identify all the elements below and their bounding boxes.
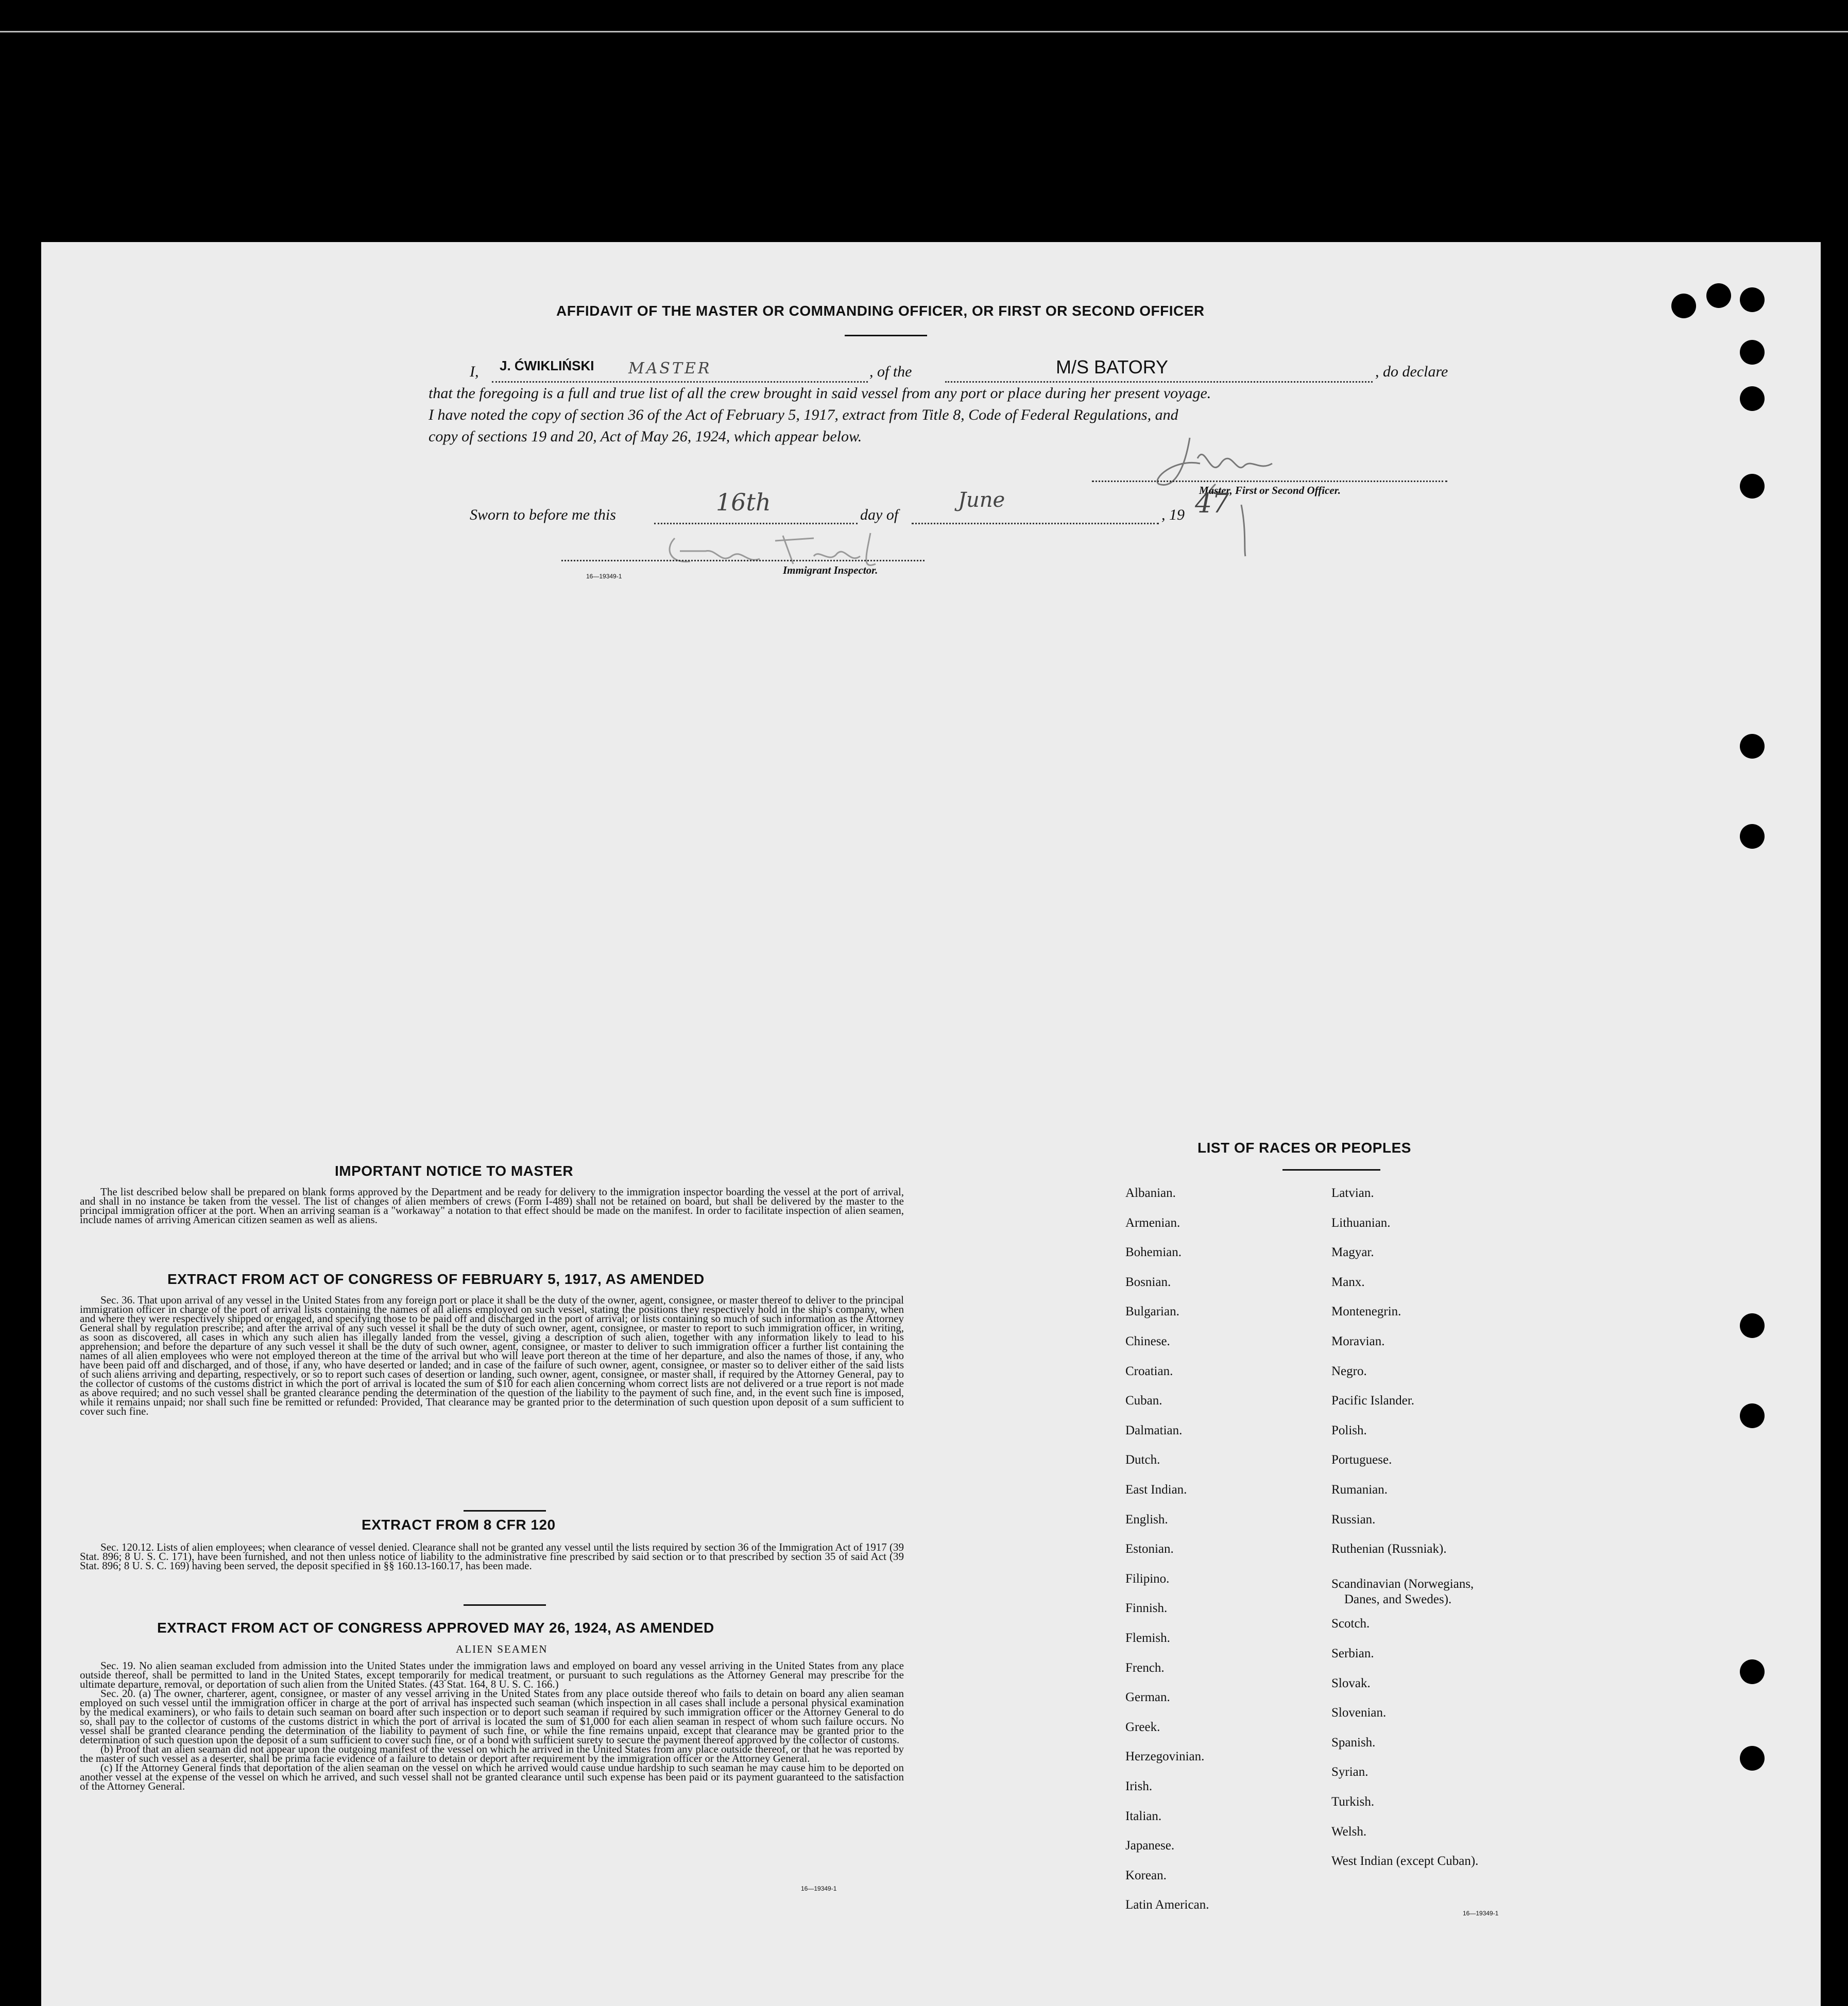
punch-hole xyxy=(1740,287,1765,312)
race-item: Scandinavian (Norwegians, xyxy=(1331,1576,1474,1591)
race-item: Serbian. xyxy=(1331,1647,1374,1660)
scan-top-line xyxy=(0,31,1848,32)
of-the: , of the xyxy=(869,363,912,380)
race-item: Danes, and Swedes). xyxy=(1344,1592,1452,1606)
race-item: Turkish. xyxy=(1331,1795,1375,1809)
punch-hole xyxy=(1671,294,1696,318)
sworn-month: June xyxy=(958,488,1005,512)
race-item: Finnish. xyxy=(1125,1601,1168,1616)
affidavit-title: AFFIDAVIT OF THE MASTER OR COMMANDING OFFICER, OR FIRST OR SECOND OFFICER xyxy=(556,303,1205,319)
sworn-day: 16th xyxy=(716,488,771,516)
inspector-signature-line xyxy=(561,560,925,561)
race-item: Manx. xyxy=(1331,1275,1365,1289)
race-item: Spanish. xyxy=(1331,1735,1376,1750)
extract-1917-title: EXTRACT FROM ACT OF CONGRESS OF FEBRUARY 5, 1917, AS AMENDED xyxy=(167,1271,705,1287)
race-item: Polish. xyxy=(1331,1423,1367,1437)
officer-name-line xyxy=(492,381,868,383)
officer-caption: Master, First or Second Officer. xyxy=(1199,484,1341,496)
race-item: Flemish. xyxy=(1125,1631,1170,1645)
punch-hole xyxy=(1740,1746,1765,1771)
punch-hole xyxy=(1740,1403,1765,1428)
race-item: Korean. xyxy=(1125,1868,1167,1882)
races-title: LIST OF RACES OR PEOPLES xyxy=(1197,1140,1411,1156)
race-item: Cuban. xyxy=(1125,1394,1162,1408)
extract-form-number: 16—19349-1 xyxy=(801,1885,837,1892)
race-item: Latvian. xyxy=(1331,1186,1374,1200)
race-item: Albanian. xyxy=(1125,1186,1176,1200)
sec20c-paragraph: (c) If the Attorney General finds that deportation of the alien seaman on the vessel on which he arrived would cause undue hardship to such seaman he may cause him to be deported on another vessel at the expense of the vessel on which he arrived, and such vessel shall not be granted clearance until such expense has been paid or its payment guaranteed to the satisfaction of the Attorney General. xyxy=(80,1761,904,1792)
race-item: Slovak. xyxy=(1331,1676,1371,1690)
race-item: Chinese. xyxy=(1125,1334,1170,1348)
extract-cfr-rule xyxy=(464,1604,546,1606)
race-item: Magyar. xyxy=(1331,1245,1374,1260)
race-item: Welsh. xyxy=(1331,1824,1367,1839)
punch-hole xyxy=(1740,474,1765,499)
race-item: Dalmatian. xyxy=(1125,1423,1183,1437)
punch-hole xyxy=(1740,386,1765,411)
race-item: Japanese. xyxy=(1125,1839,1175,1853)
race-item: Scotch. xyxy=(1331,1617,1370,1631)
sec20b-paragraph: (b) Proof that an alien seaman did not appear upon the outgoing manifest of the vessel on which he arrived in the United States from any place outside thereof, or that he was reported by the master of such vessel as a deserter, shall be prima facie evidence of a failure to detain or deport after requirement by the immigration officer or the Attorney General. xyxy=(80,1743,904,1764)
officer-name: J. ĆWIKLIŃSKI xyxy=(500,358,594,373)
alien-seamen-subtitle: ALIEN SEAMEN xyxy=(456,1643,548,1655)
punch-hole xyxy=(1740,1313,1765,1338)
officer-signature-line xyxy=(1092,481,1447,482)
race-item: Ruthenian (Russniak). xyxy=(1331,1542,1447,1556)
races-title-rule xyxy=(1282,1169,1380,1171)
race-item: Estonian. xyxy=(1125,1542,1174,1556)
statement-line-3: copy of sections 19 and 20, Act of May 26, 1924, which appear below. xyxy=(429,428,862,445)
officer-rank: MASTER xyxy=(628,359,712,378)
punch-hole xyxy=(1706,283,1731,308)
month-line xyxy=(912,523,1159,524)
race-item: German. xyxy=(1125,1690,1170,1705)
vessel-line xyxy=(945,381,1373,383)
race-item: Slovenian. xyxy=(1331,1706,1387,1720)
race-item: Pacific Islander. xyxy=(1331,1394,1415,1408)
race-item: Bohemian. xyxy=(1125,1245,1182,1260)
do-declare: , do declare xyxy=(1375,363,1448,380)
race-item: Syrian. xyxy=(1331,1765,1368,1779)
extract-1917-rule xyxy=(464,1510,546,1512)
race-item: Armenian. xyxy=(1125,1215,1180,1230)
vessel-name: M/S BATORY xyxy=(1056,356,1169,378)
race-item: Portuguese. xyxy=(1331,1453,1392,1467)
race-item: Croatian. xyxy=(1125,1364,1173,1378)
punch-hole xyxy=(1740,824,1765,849)
race-item: East Indian. xyxy=(1125,1483,1187,1497)
sec20a-paragraph: Sec. 20. (a) The owner, charterer, agent, consignee, or master of any vessel arriving in the United States from any place outside thereof who fails to detain on board any alien seaman employed on such vessel until the immigration officer in charge at the port of arrival has inspected such seaman (which inspection in all cases shall include a personal physical examination by the medical examiners), or who fails to detain such seaman on board after such inspection or to deport such seaman if required by such immigration officer or the Attorney General to do so, shall pay to the collector of customs of the customs district in which the port of arrival is located the sum of $1,000 for each alien seaman in respect of whom such failure occurs. No vessel shall be granted clearance pending the determination of the liability to payment of such fine, or while the fine remains unpaid, except that clearance may be granted prior to the determination of such question upon the deposit of a sum sufficient to cover such fine, or of a bond with sufficient surety to secure the payment thereof approved by the collector of customs. xyxy=(80,1687,904,1746)
punch-hole xyxy=(1740,734,1765,759)
notice-title: IMPORTANT NOTICE TO MASTER xyxy=(335,1163,574,1179)
extract-1917-text xyxy=(80,1295,904,1416)
extract-cfr-text xyxy=(80,1542,904,1570)
day-of: day of xyxy=(860,506,899,523)
race-item: Latin American. xyxy=(1125,1898,1209,1912)
inspector-caption: Immigrant Inspector. xyxy=(783,564,878,576)
sec120-paragraph: Sec. 120.12. Lists of alien employees; when clearance of vessel denied. Clearance shall not be granted any vessel until the lists required by section 36 of the Immigration Act of 1917 (39 Stat. 896; 8 U. S. C. 171), have been furnished, and not then unless notice of liability to the administrative fine prescribed by said section or to that prescribed by section 35 of said Act (39 Stat. 896; 8 U. S. C. 169) having been served, the deposit specified in §§ 160.13-160.17, has been made. xyxy=(80,1541,904,1572)
race-item: Greek. xyxy=(1125,1720,1160,1734)
race-item: Herzegovinian. xyxy=(1125,1750,1205,1764)
punch-hole xyxy=(1740,340,1765,365)
race-item: Russian. xyxy=(1331,1512,1376,1527)
sec36-paragraph: Sec. 36. That upon arrival of any vessel in the United States from any foreign port or place it shall be the duty of the owner, agent, consignee, or master thereof to deliver to the principal immigration officer in charge of the port of arrival lists containing the names of all aliens employed on such vessel, stating the positions they respectively hold in the ship's company, when and where they were respectively shipped or engaged, and specifying those to be paid off and discharged in the port of arrival; or lists containing so much of such information as the Attorney General shall by regulation prescribe; and after the arrival of any such vessel it shall be the duty of such owner, agent, consignee, or master to report to such immigration officer, in writing, as soon as discovered, all cases in which any such alien has illegally landed from the vessel, giving a description of such alien, together with any information likely to lead to his apprehension; and before the departure of any such vessel it shall be the duty of such owner, agent, consignee, or master to deliver to such immigration officer a further list containing the names of all alien employees who were not employed thereon at the time of the arrival but who will leave port thereon at the time of her departure, and also the names of those, if any, who have been paid off and discharged, and of those, if any, who have deserted or landed; and in case of the failure of such owner, agent, consignee, or master so to deliver either of the said lists of such aliens arriving and departing, respectively, or so to report such cases of desertion or landing, such owner, agent, consignee, or master shall, if required by the Attorney General, pay to the collector of customs of the customs district in which the port of arrival is located the sum of $10 for each alien concerning whom correct lists are not delivered or a true report is not made as above required; and no such vessel shall be granted clearance pending the determination of the question of the liability to the payment of such fine, and, in the event such fine is imposed, while it remains unpaid; nor shall such fine be remitted or refunded: Provided, That clearance may be granted prior to the determination of such question upon deposit of a sum sufficient to cover such fine. xyxy=(80,1294,904,1417)
race-item: Dutch. xyxy=(1125,1453,1160,1467)
sec19-paragraph: Sec. 19. No alien seaman excluded from admission into the United States under the immigration laws and employed on board any vessel arriving in the United States from any place outside thereof, shall be permitted to land in the United States, except temporarily for medical treatment, or pursuant to such regulations as the Attorney General may prescribe for the ultimate departure, removal, or deportation of such alien from the United States. (43 Stat. 164, 8 U. S. C. 166.) xyxy=(80,1659,904,1690)
notice-paragraph: The list described below shall be prepared on blank forms approved by the Department and be ready for delivery to the immigration inspector boarding the vessel at the port of arrival, and shall in no instance be taken from the vessel. The list of changes of alien members of crews (Form I-489) shall not be retained on board, but shall be delivered by the master to the principal immigration officer at the port. When an arriving seaman is a "workaway" a notation to that effect should be made on the manifest. In order to facilitate inspection of alien seamen, include names of arriving American citizen seamen as well as aliens. xyxy=(80,1186,904,1226)
statement-line-2: I have noted the copy of section 36 of the Act of February 5, 1917, extract from Title 8, Code of Federal Regulations, and xyxy=(429,406,1178,423)
affidavit-title-rule xyxy=(845,335,927,336)
extract-1924-title: EXTRACT FROM ACT OF CONGRESS APPROVED MAY 26, 1924, AS AMENDED xyxy=(157,1620,714,1636)
document-page xyxy=(41,242,1821,2006)
pronoun: I, xyxy=(470,363,479,380)
race-item: Filipino. xyxy=(1125,1571,1170,1586)
day-line xyxy=(654,523,858,524)
statement-line-1: that the foregoing is a full and true list of all the crew brought in said vessel from any port or place during her present voyage. xyxy=(429,385,1211,402)
sworn-year: 47 xyxy=(1195,488,1229,519)
form-number: 16—19349-1 xyxy=(586,573,622,580)
race-item: West Indian (except Cuban). xyxy=(1331,1854,1479,1868)
punch-hole xyxy=(1740,1659,1765,1684)
race-item: Lithuanian. xyxy=(1331,1215,1391,1230)
notice-text xyxy=(80,1187,904,1224)
race-item: Moravian. xyxy=(1331,1334,1385,1348)
races-form-number: 16—19349-1 xyxy=(1463,1910,1499,1917)
race-item: Bulgarian. xyxy=(1125,1305,1179,1319)
extract-1924-text xyxy=(80,1661,904,1791)
race-item: Rumanian. xyxy=(1331,1483,1388,1497)
race-item: Italian. xyxy=(1125,1809,1162,1823)
race-item: Bosnian. xyxy=(1125,1275,1171,1289)
extract-cfr-title: EXTRACT FROM 8 CFR 120 xyxy=(362,1517,556,1533)
race-item: French. xyxy=(1125,1660,1165,1675)
race-item: Irish. xyxy=(1125,1779,1153,1793)
race-item: English. xyxy=(1125,1512,1168,1527)
race-item: Montenegrin. xyxy=(1331,1305,1401,1319)
sworn-text: Sworn to before me this xyxy=(470,506,616,523)
race-item: Negro. xyxy=(1331,1364,1367,1378)
year-prefix: , 19 xyxy=(1161,506,1185,523)
